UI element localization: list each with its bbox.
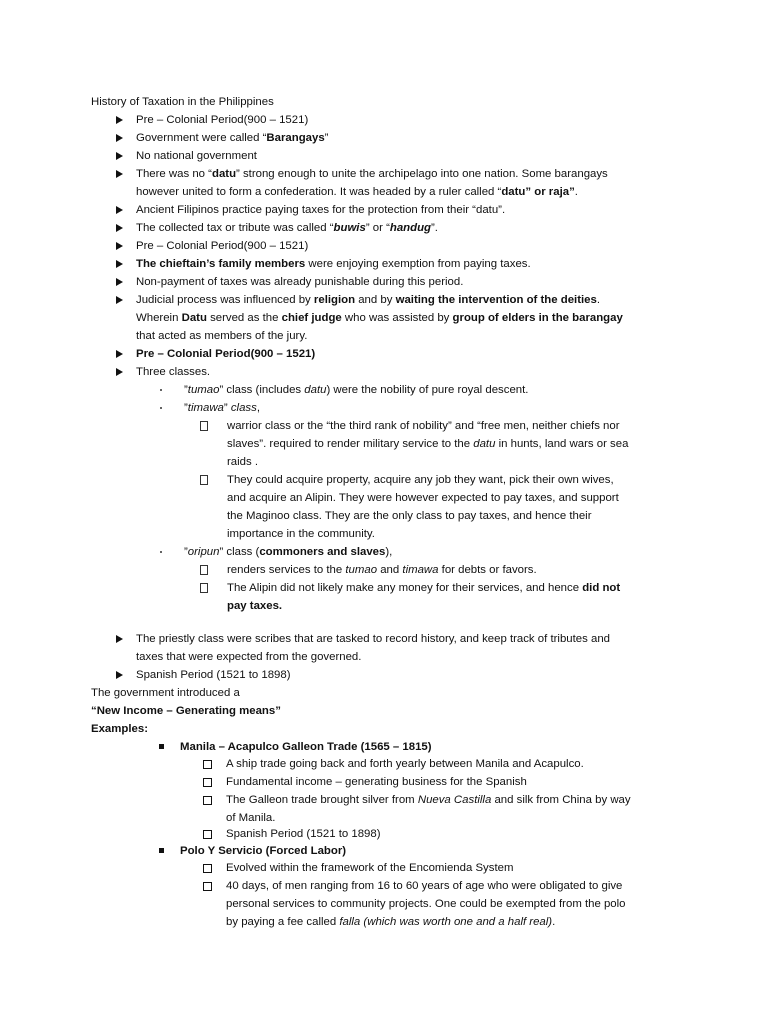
text-line: [226, 877, 622, 895]
text-line: [226, 895, 626, 913]
text-span: Three classes.: [136, 366, 211, 378]
text-span: who was assisted by: [341, 312, 453, 324]
triangle-bullet-icon: [116, 671, 123, 679]
text-line: [136, 345, 315, 363]
document-title: History of Taxation in the Philippines: [91, 96, 274, 108]
triangle-bullet-icon: [116, 242, 123, 250]
text-line: [136, 291, 600, 309]
text-span: Spanish Period (1521 to 1898): [226, 828, 381, 840]
text-span: class: [230, 402, 257, 414]
text-span: and: [377, 564, 403, 576]
text-line: [136, 165, 608, 183]
text-span: in hunts, land wars or sea: [495, 438, 629, 450]
text-line: [226, 791, 631, 809]
text-span: tumao: [345, 564, 378, 576]
triangle-bullet-icon: [116, 224, 123, 232]
text-span: and silk from China by way: [491, 794, 631, 806]
text-line: [180, 738, 432, 756]
text-span: Manila – Acapulco Galleon Trade (1565 – 1815): [180, 741, 432, 753]
text-span: commoners and slaves: [259, 546, 386, 558]
text-line: [184, 381, 528, 399]
text-span: Government were called “: [136, 132, 267, 144]
text-line: [136, 111, 308, 129]
text-span: handug: [389, 222, 431, 234]
text-line: [136, 219, 438, 237]
text-span: Barangays: [266, 132, 325, 144]
box-bullet-icon: [200, 583, 208, 593]
text-span: ”: [184, 384, 188, 396]
text-line: [136, 327, 307, 345]
triangle-bullet-icon: [116, 170, 123, 178]
text-span: were enjoying exemption from paying taxes.: [305, 258, 531, 270]
text-span: Wherein: [136, 312, 182, 324]
checkbox-bullet-icon: [203, 882, 212, 891]
text-line: [227, 471, 614, 489]
text-line: [226, 859, 513, 877]
triangle-bullet-icon: [116, 278, 123, 286]
text-span: ”.: [430, 222, 438, 234]
checkbox-bullet-icon: [203, 864, 212, 873]
checkbox-bullet-icon: [203, 778, 212, 787]
text-line: [136, 273, 463, 291]
text-span: .: [574, 186, 578, 198]
text-line: [136, 309, 623, 327]
box-bullet-icon: [200, 421, 208, 431]
text-line: [227, 435, 628, 453]
checkbox-bullet-icon: [203, 760, 212, 769]
triangle-bullet-icon: [116, 134, 123, 142]
text-line: [136, 648, 361, 666]
text-span: They could acquire property, acquire any job they want, pick their own wives,: [227, 474, 614, 486]
text-line: [136, 363, 210, 381]
triangle-bullet-icon: [116, 116, 123, 124]
text-line: [227, 453, 258, 471]
text-line: [227, 597, 282, 615]
triangle-bullet-icon: [116, 152, 123, 160]
text-span: pay taxes.: [227, 600, 283, 612]
text-span: personal services to community projects. One could be exempted from the polo: [226, 898, 626, 910]
text-span: tumao: [187, 384, 220, 396]
text-span: 40 days, of men ranging from 16 to 60 years of age who were obligated to give: [226, 880, 623, 892]
text-span: ” class (includes: [219, 384, 305, 396]
text-span: The Galleon trade brought silver from: [226, 794, 418, 806]
text-span: raids .: [227, 456, 259, 468]
text-span: Non-payment of taxes was already punishable during this period.: [136, 276, 464, 288]
text-span: did not: [582, 582, 621, 594]
text-span: Nueva Castilla: [417, 794, 492, 806]
text-line: [227, 507, 592, 525]
text-line: [136, 237, 308, 255]
text-span: datu: [211, 168, 237, 180]
text-span: renders services to the: [227, 564, 346, 576]
text-line: [227, 417, 620, 435]
text-line: [136, 183, 578, 201]
text-span: falla (which was worth one and a half real): [339, 916, 553, 928]
text-span: Fundamental income – generating business for the Spanish: [226, 776, 527, 788]
text-line: [136, 255, 531, 273]
text-span: ),: [385, 546, 393, 558]
text-line: [226, 773, 527, 791]
text-span: ” strong enough to unite the archipelago into one nation. Some barangays: [236, 168, 608, 180]
text-span: ”: [324, 132, 329, 144]
text-span: Examples:: [91, 723, 148, 735]
text-span: the Maginoo class. They are the only class to pay taxes, and hence their: [227, 510, 592, 522]
text-line: [91, 702, 281, 720]
text-span: ) were the nobility of pure royal descent.: [326, 384, 529, 396]
text-span: timawa: [402, 564, 439, 576]
text-span: ”: [223, 402, 231, 414]
text-span: Pre – Colonial Period(900 – 1521): [136, 240, 309, 252]
text-span: The government introduced a: [91, 687, 240, 699]
text-span: oripun: [187, 546, 220, 558]
checkbox-bullet-icon: [203, 796, 212, 805]
text-span: Pre – Colonial Period(900 – 1521): [136, 114, 309, 126]
text-line: [180, 842, 346, 860]
text-span: ,: [256, 402, 260, 414]
text-span: religion: [313, 294, 356, 306]
text-span: ”: [184, 402, 188, 414]
text-line: [184, 543, 392, 561]
text-span: served as the: [206, 312, 282, 324]
text-span: datu: [304, 384, 327, 396]
text-span: ” or “: [365, 222, 390, 234]
text-span: The priestly class were scribes that are tasked to record history, and keep track of tributes and: [136, 633, 610, 645]
checkbox-bullet-icon: [203, 830, 212, 839]
triangle-bullet-icon: [116, 206, 123, 214]
text-line: [226, 755, 584, 773]
text-line: [136, 666, 291, 684]
text-span: taxes that were expected from the governed.: [136, 651, 362, 663]
text-span: .: [596, 294, 601, 306]
text-span: warrior class or the “the third rank of nobility” and “free men, neither chiefs nor: [227, 420, 620, 432]
text-span: The chieftain’s family members: [136, 258, 306, 270]
text-span: by paying a fee called: [226, 916, 340, 928]
text-line: [226, 825, 381, 843]
text-span: group of elders in the barangay: [452, 312, 623, 324]
text-line: [136, 630, 610, 648]
text-span: “New Income – Generating means”: [91, 705, 281, 717]
text-span: .: [552, 916, 556, 928]
text-span: datu: [473, 438, 496, 450]
text-span: No national government: [136, 150, 257, 162]
triangle-bullet-icon: [116, 350, 123, 358]
text-span: Polo Y Servicio (Forced Labor): [180, 845, 347, 857]
text-span: The Alipin did not likely make any money for their services, and hence: [227, 582, 583, 594]
text-span: Spanish Period (1521 to 1898): [136, 669, 291, 681]
square-bullet-icon: [159, 848, 164, 853]
text-line: [226, 913, 555, 931]
text-span: A ship trade going back and forth yearly between Manila and Acapulco.: [226, 758, 584, 770]
text-span: The collected tax or tribute was called “: [136, 222, 334, 234]
text-span: There was no “: [136, 168, 212, 180]
text-span: and acquire an Alipin. They were however expected to pay taxes, and support: [227, 492, 619, 504]
square-bullet-icon: [159, 744, 164, 749]
triangle-bullet-icon: [116, 368, 123, 376]
text-line: [227, 579, 620, 597]
triangle-bullet-icon: [116, 635, 123, 643]
text-span: of Manila.: [226, 812, 276, 824]
text-span: for debts or favors.: [438, 564, 537, 576]
text-span: buwis: [333, 222, 366, 234]
text-span: chief judge: [281, 312, 342, 324]
text-span: slaves”. required to render military service to the: [227, 438, 474, 450]
text-line: [184, 399, 260, 417]
triangle-bullet-icon: [116, 296, 123, 304]
text-span: Datu: [181, 312, 207, 324]
text-span: however united to form a confederation. It was headed by a ruler called “: [136, 186, 502, 198]
text-span: waiting the intervention of the deities: [395, 294, 597, 306]
text-span: that acted as members of the jury.: [136, 330, 308, 342]
dot-bullet-icon: [160, 407, 162, 409]
dot-bullet-icon: [160, 389, 162, 391]
dot-bullet-icon: [160, 551, 162, 553]
text-line: [227, 561, 537, 579]
triangle-bullet-icon: [116, 260, 123, 268]
text-span: datu” or raja”: [501, 186, 575, 198]
box-bullet-icon: [200, 475, 208, 485]
text-span: Evolved within the framework of the Encomienda System: [226, 862, 514, 874]
text-span: importance in the community.: [227, 528, 375, 540]
text-line: [136, 147, 257, 165]
text-span: Ancient Filipinos practice paying taxes for the protection from their “datu”.: [136, 204, 506, 216]
text-span: and by: [355, 294, 396, 306]
text-line: [136, 129, 328, 147]
text-span: Pre – Colonial Period(900 – 1521): [136, 348, 316, 360]
text-span: Judicial process was influenced by: [136, 294, 314, 306]
box-bullet-icon: [200, 565, 208, 575]
text-line: [136, 201, 505, 219]
text-line: [91, 720, 148, 738]
text-span: ” class (: [219, 546, 260, 558]
text-line: [227, 525, 375, 543]
text-span: ”: [184, 546, 188, 558]
text-line: [91, 684, 240, 702]
text-line: [227, 489, 619, 507]
text-span: timawa: [187, 402, 224, 414]
